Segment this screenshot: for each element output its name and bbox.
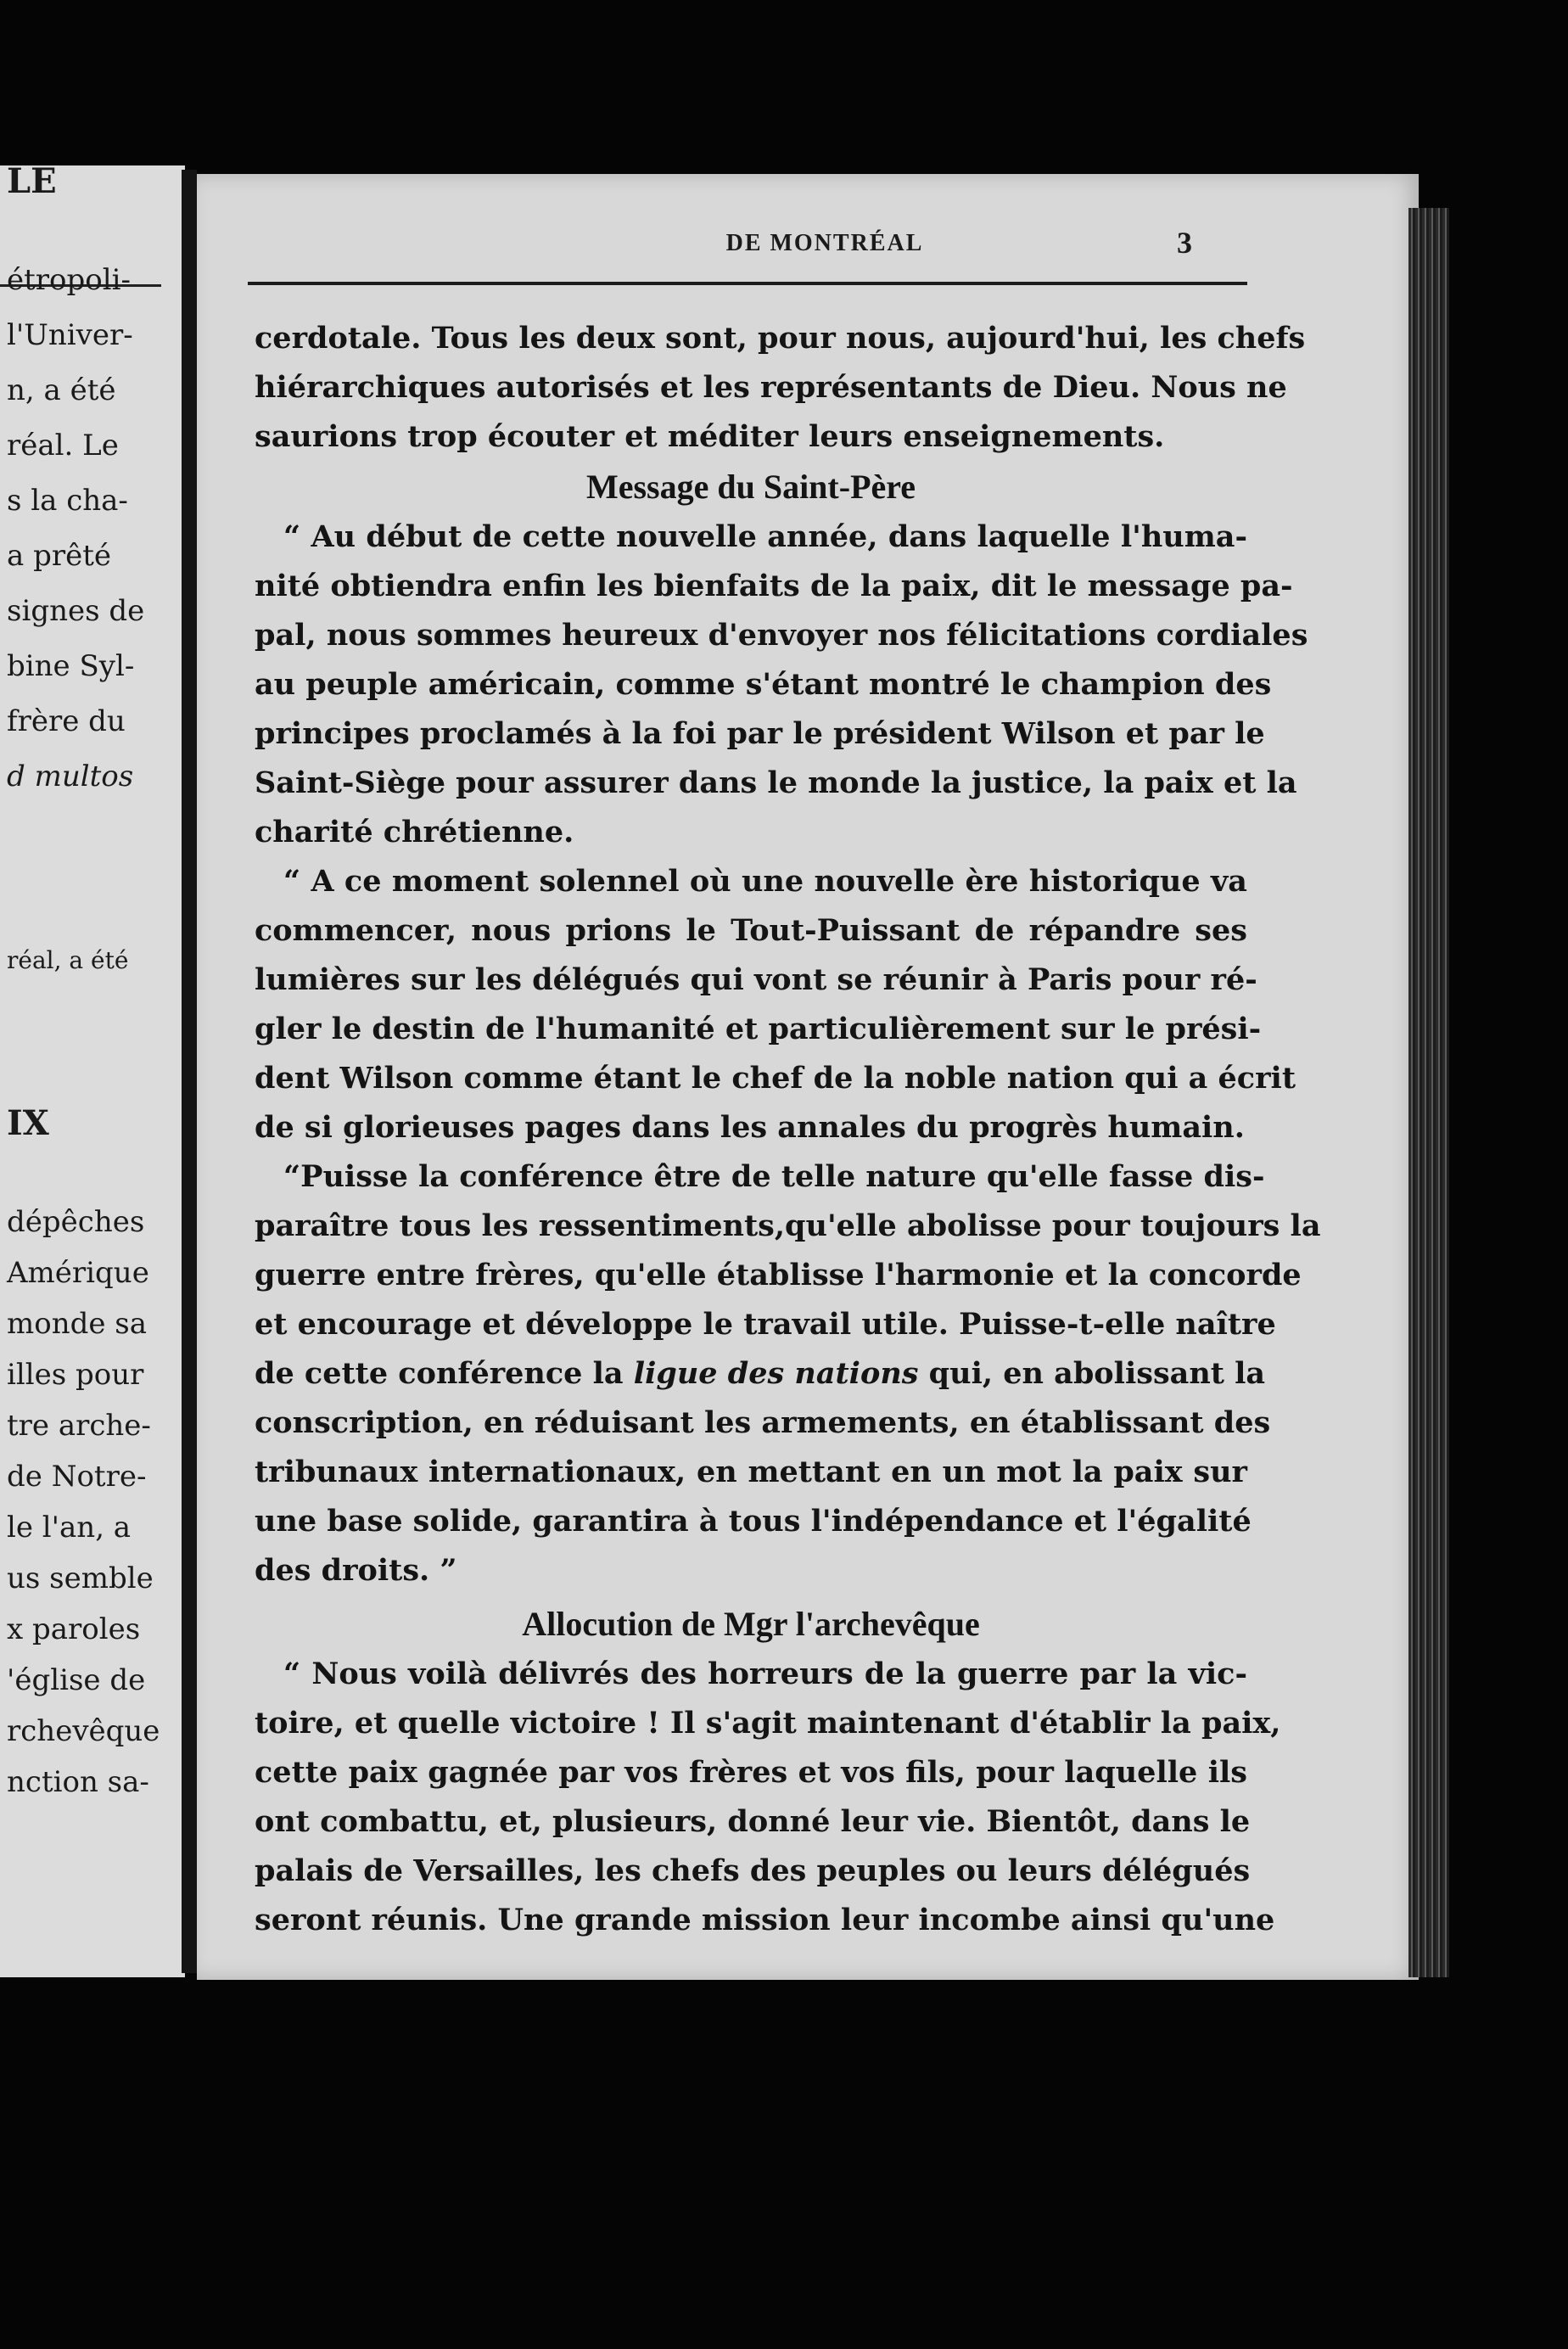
left-page-fragment: monde sa bbox=[7, 1307, 148, 1341]
left-page-fragment: de Notre- bbox=[7, 1460, 147, 1494]
text-line: dent Wilson comme étant le chef de la noble nation qui a écrit bbox=[255, 1061, 1296, 1096]
left-page-fragment: rchevêque bbox=[7, 1714, 160, 1748]
text-line: une base solide, garantira à tous l'indépendance et l'égalité bbox=[255, 1504, 1252, 1539]
text-line: “Puisse la conférence être de telle nature qu'elle fasse dis- bbox=[283, 1159, 1265, 1194]
text-line: hiérarchiques autorisés et les représentants de Dieu. Nous ne bbox=[255, 370, 1287, 405]
text-line: cette paix gagnée par vos frères et vos fils, pour laquelle ils bbox=[255, 1755, 1247, 1790]
left-page-fragment: illes pour bbox=[7, 1358, 144, 1392]
body-text bbox=[255, 314, 1321, 1945]
text-line: cerdotale. Tous les deux sont, pour nous, aujourd'hui, les chefs bbox=[255, 321, 1306, 356]
text-line: pal, nous sommes heureux d'envoyer nos félicitations cordiales bbox=[255, 618, 1308, 653]
left-page-fragment: réal, a été bbox=[7, 946, 129, 974]
right-page bbox=[197, 174, 1419, 1980]
text-line: “ Nous voilà délivrés des horreurs de la guerre par la vic- bbox=[283, 1657, 1247, 1691]
text-line: charité chrétienne. bbox=[255, 815, 574, 849]
text-line: guerre entre frères, qu'elle établisse l'harmonie et la concorde bbox=[255, 1258, 1302, 1292]
paragraph-allocution bbox=[255, 1650, 1281, 1945]
left-page-fragment: nction sa- bbox=[7, 1765, 149, 1799]
left-page-fragment: étropoli- bbox=[7, 263, 131, 297]
text-line: “ A ce moment solennel où une nouvelle ère historique va bbox=[283, 864, 1247, 899]
heading-message-saint-pere: Message du Saint-Père bbox=[585, 468, 916, 506]
text-line: saurions trop écouter et méditer leurs enseignements. bbox=[255, 419, 1165, 454]
left-page-fragment: dépêches bbox=[7, 1205, 145, 1239]
left-page-fragment: le l'an, a bbox=[7, 1511, 132, 1545]
left-page bbox=[0, 165, 185, 1977]
left-page-fragment: 'église de bbox=[7, 1663, 146, 1697]
text-line: paraître tous les ressentiments,qu'elle abolisse pour toujours la bbox=[255, 1208, 1321, 1243]
text-line: palais de Versailles, les chefs des peuples ou leurs délégués bbox=[255, 1853, 1251, 1888]
paragraph-message-1 bbox=[255, 513, 1308, 857]
left-page-fragment: us semble bbox=[7, 1561, 154, 1595]
text-line: principes proclamés à la foi par le président Wilson et par le bbox=[255, 716, 1265, 751]
text-line: commencer, nous prions le Tout-Puissant de répandre ses bbox=[255, 913, 1247, 948]
text-line: gler le destin de l'humanité et particulièrement sur le prési- bbox=[255, 1012, 1262, 1046]
left-page-fragment: frère du bbox=[7, 704, 126, 738]
text-line: seront réunis. Une grande mission leur incombe ainsi qu'une bbox=[255, 1903, 1275, 1937]
intro-paragraph bbox=[255, 314, 1306, 462]
book-gutter bbox=[182, 170, 197, 1973]
text-line: nité obtiendra enfin les bienfaits de la paix, dit le message pa- bbox=[255, 569, 1293, 603]
left-page-fragment: IX bbox=[7, 1103, 49, 1143]
ligue-des-nations: ligue des nations bbox=[633, 1356, 919, 1391]
text-line: conscription, en réduisant les armements, en établissant des bbox=[255, 1405, 1271, 1440]
left-page-fragment: tre arche- bbox=[7, 1409, 151, 1443]
left-page-fragment: n, a été bbox=[7, 373, 116, 407]
left-page-fragment: d multos bbox=[7, 760, 134, 793]
left-page-fragment: x paroles bbox=[7, 1612, 141, 1646]
text-line: au peuple américain, comme s'étant montré le champion des bbox=[255, 667, 1272, 702]
text-line: de cette conférence la ligue des nations qui, en abolissant la bbox=[255, 1356, 1266, 1391]
left-page-fragment: bine Syl- bbox=[7, 649, 135, 683]
left-page-fragment: signes de bbox=[7, 594, 145, 628]
paragraph-message-3 bbox=[255, 1152, 1321, 1595]
page-number: 3 bbox=[1177, 226, 1192, 260]
left-page-fragment: l'Univer- bbox=[7, 318, 133, 352]
left-page-fragment: réal. Le bbox=[7, 429, 119, 463]
running-head: DE MONTRÉAL bbox=[725, 230, 924, 256]
text-line: ont combattu, et, plusieurs, donné leur vie. Bientôt, dans le bbox=[255, 1804, 1251, 1839]
text-line: de si glorieuses pages dans les annales du progrès humain. bbox=[255, 1110, 1245, 1145]
text-line: lumières sur les délégués qui vont se réunir à Paris pour ré- bbox=[255, 962, 1257, 997]
paragraph-message-2 bbox=[255, 857, 1296, 1152]
header-rule bbox=[248, 282, 1247, 285]
left-page-fragment: a prêté bbox=[7, 539, 112, 573]
left-page-fragment: s la cha- bbox=[7, 484, 128, 518]
text-line: Saint-Siège pour assurer dans le monde la justice, la paix et la bbox=[255, 765, 1297, 800]
text-line: “ Au début de cette nouvelle année, dans laquelle l'huma- bbox=[283, 519, 1247, 554]
left-page-fragment: LE bbox=[7, 165, 57, 201]
text-line: tribunaux internationaux, en mettant en un mot la paix sur bbox=[255, 1455, 1247, 1489]
left-page-fragment: Amérique bbox=[7, 1256, 149, 1290]
text-line: et encourage et développe le travail utile. Puisse-t-elle naître bbox=[255, 1307, 1276, 1342]
heading-allocution: Allocution de Mgr l'archevêque bbox=[522, 1605, 980, 1643]
page-stack-edge bbox=[1408, 208, 1449, 1977]
text-line: toire, et quelle victoire ! Il s'agit maintenant d'établir la paix, bbox=[255, 1706, 1281, 1741]
text-line: des droits. ” bbox=[255, 1553, 457, 1588]
